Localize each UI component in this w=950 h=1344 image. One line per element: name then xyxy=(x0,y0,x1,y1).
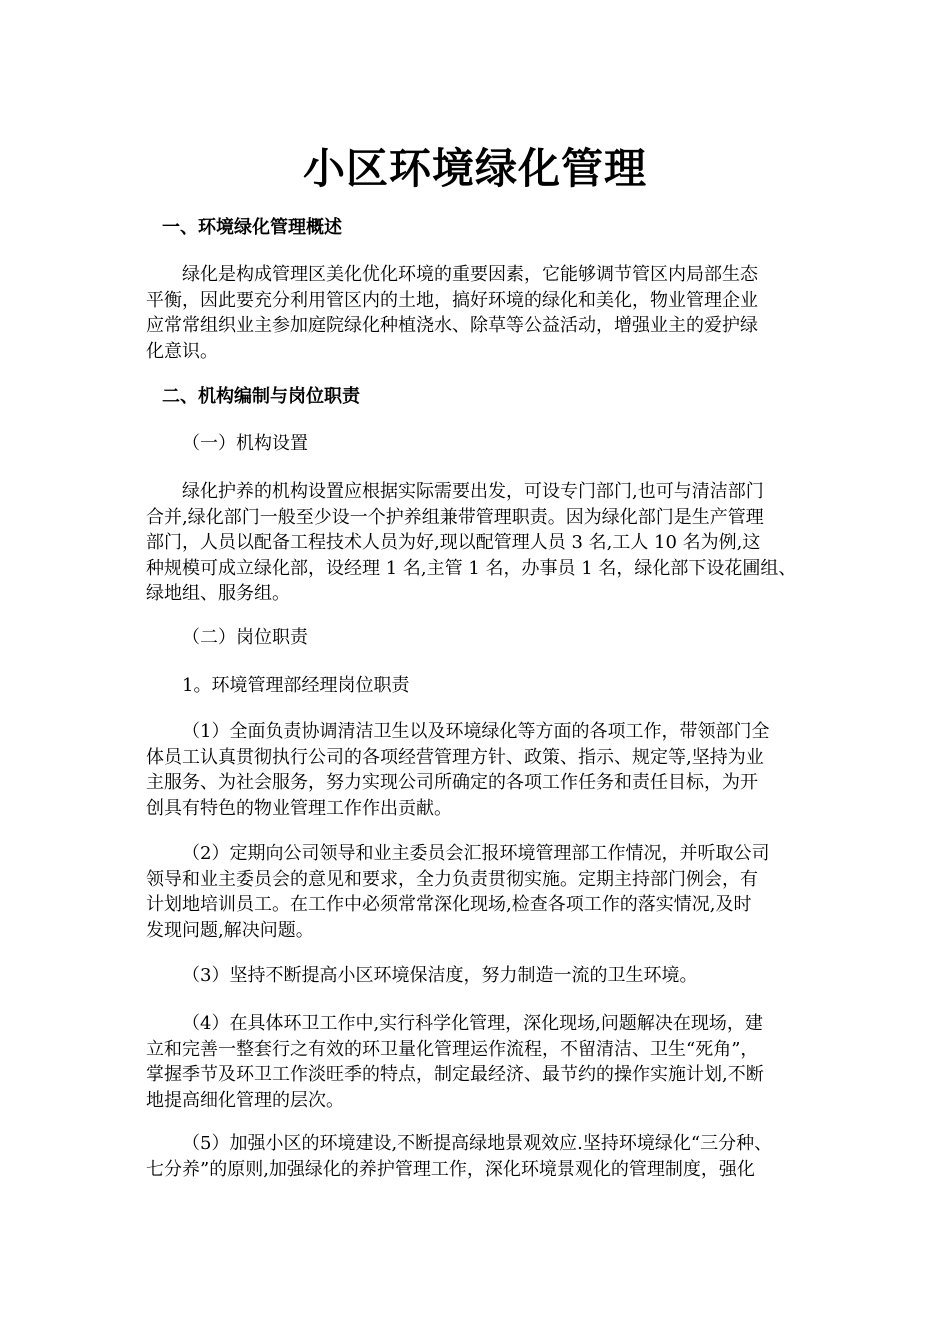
text-line: 立和完善一整套行之有效的环卫量化管理运作流程，不留清洁、卫生“死角”， xyxy=(146,1038,759,1060)
page-title: 小区环境绿化管理 xyxy=(302,144,647,193)
paragraph-overview xyxy=(146,262,810,364)
subheading-job-duties: （二）岗位职责 xyxy=(182,627,308,648)
text-line: 合并,绿化部门一般至少设一个护养组兼带管理职责。因为绿化部门是生产管理 xyxy=(146,506,764,528)
text-line: （5）加强小区的环境建设,不断提高绿地景观效应.坚持环境绿化“三分种、 xyxy=(182,1133,773,1154)
paragraph-duty-1 xyxy=(146,719,810,821)
paragraph-duty-4 xyxy=(146,1011,810,1113)
paragraph-duty-2 xyxy=(146,841,810,943)
text-line: （1）全面负责协调清洁卫生以及环境绿化等方面的各项工作，带领部门全 xyxy=(182,721,770,742)
paragraph-duty-5 xyxy=(146,1131,810,1182)
text-line: 应常常组织业主参加庭院绿化种植浇水、除草等公益活动，增强业主的爱护绿 xyxy=(146,315,758,336)
text-line: 种规模可成立绿化部，设经理 1 名,主管 1 名，办事员 1 名，绿化部下设花圃组、 xyxy=(146,557,797,579)
text-line: 发现问题,解决问题。 xyxy=(146,919,314,941)
subheading-organization-setup: （一）机构设置 xyxy=(182,433,308,454)
text-line: 绿地组、服务组。 xyxy=(146,583,290,604)
text-line: （4）在具体环卫工作中,实行科学化管理，深化现场,问题解决在现场，建 xyxy=(182,1013,763,1034)
text-line: 计划地培训员工。在工作中必须常常深化现场,检查各项工作的落实情况,及时 xyxy=(146,894,752,915)
text-line: 化意识。 xyxy=(146,340,218,362)
text-line: （2）定期向公司领导和业主委员会汇报环境管理部工作情况，并听取公司 xyxy=(182,843,770,864)
text-line: 绿化是构成管理区美化优化环境的重要因素，它能够调节管区内局部生态 xyxy=(182,264,758,285)
text-line: 地提高细化管理的层次。 xyxy=(146,1089,344,1111)
text-line: 创具有特色的物业管理工作作出贡献。 xyxy=(146,797,452,819)
text-line: 部门，人员以配备工程技术人员为好,现以配管理人员 3 名,工人 10 名为例,这 xyxy=(146,532,761,553)
text-line: 七分养”的原则,加强绿化的养护管理工作，深化环境景观化的管理制度，强化 xyxy=(146,1158,755,1180)
section-heading-organization: 二、机构编制与岗位职责 xyxy=(162,386,360,407)
paragraph-duty-3 xyxy=(146,963,810,989)
text-line: 掌握季节及环卫工作淡旺季的特点，制定最经济、最节约的操作实施计划,不断 xyxy=(146,1064,764,1085)
item-manager-duties: 1。环境管理部经理岗位职责 xyxy=(182,675,410,696)
section-heading-overview: 一、环境绿化管理概述 xyxy=(162,217,342,238)
text-line: 主服务、为社会服务，努力实现公司所确定的各项工作任务和责任目标，为开 xyxy=(146,772,758,793)
text-line: 绿化护养的机构设置应根据实际需要出发，可设专门部门,也可与清洁部门 xyxy=(182,481,764,502)
text-line: 平衡，因此要充分利用管区内的土地，搞好环境的绿化和美化，物业管理企业 xyxy=(146,289,758,311)
text-line: 体员工认真贯彻执行公司的各项经营管理方针、政策、指示、规定等,坚持为业 xyxy=(146,746,764,768)
text-line: 领导和业主委员会的意见和要求，全力负责贯彻实施。定期主持部门例会，有 xyxy=(146,868,758,890)
paragraph-organization-setup xyxy=(146,479,810,607)
text-line: （3）坚持不断提高小区环境保洁度，努力制造一流的卫生环境。 xyxy=(182,965,698,986)
